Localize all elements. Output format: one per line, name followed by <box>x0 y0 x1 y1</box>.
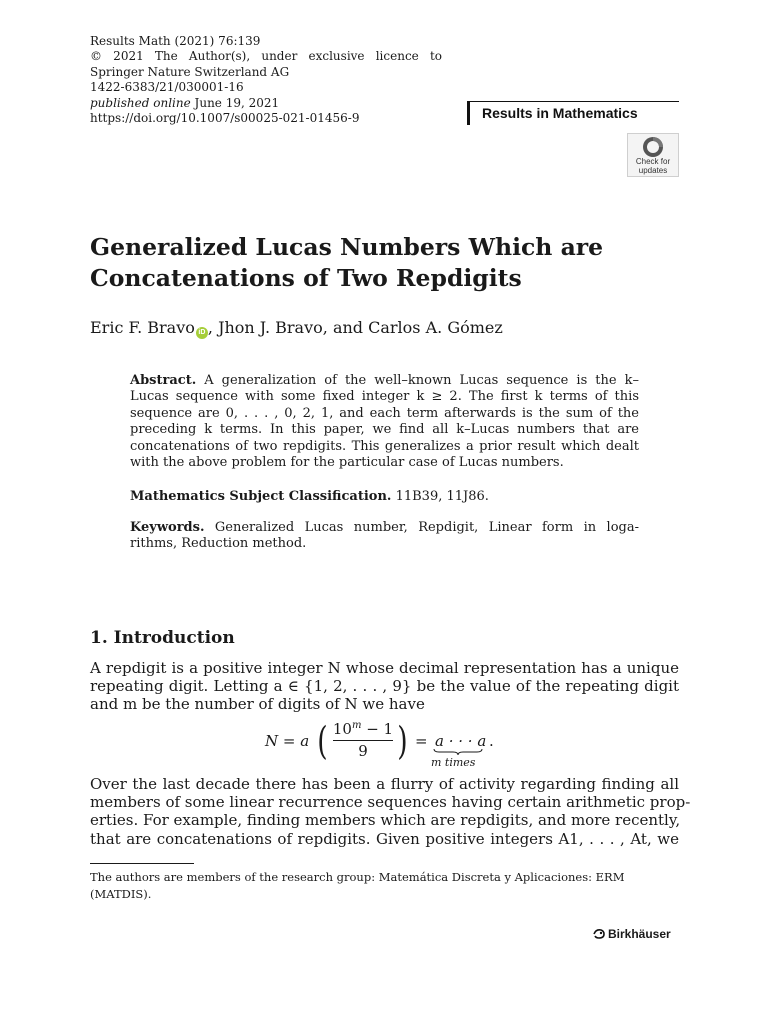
repdigit-equation <box>265 720 505 772</box>
other-authors: , Jhon J. Bravo, and Carlos A. Gómez <box>207 318 503 337</box>
equation-lhs: N = a <box>265 732 310 750</box>
equals-sign: = <box>415 732 428 750</box>
repdigit-expression: a · · · a <box>435 732 487 750</box>
title-line-1: Generalized Lucas Numbers Which are <box>90 233 604 261</box>
footnote-line: The authors are members of the research group: Matemática Discreta y Aplicaciones: ERM <box>90 870 625 884</box>
publisher-logo <box>592 927 671 941</box>
section-heading-introduction: 1. Introduction <box>90 628 235 648</box>
title-line-2: Concatenations of Two Repdigits <box>90 264 522 292</box>
underbrace-label: m times <box>431 756 476 769</box>
msc-classification <box>130 489 489 504</box>
first-author: Eric F. Bravo <box>90 318 195 337</box>
footnote-rule <box>90 863 194 864</box>
paper-title <box>90 232 603 294</box>
text-line: erties. For example, finding members which are repdigits, and more recently, <box>90 811 681 830</box>
journal-name: Results in Mathematics <box>482 105 638 121</box>
text-line: A repdigit is a positive integer N whose decimal representation has a unique <box>90 659 679 677</box>
footnote-line: (MATDIS). <box>90 887 152 901</box>
author-list <box>90 318 503 339</box>
birkhauser-logo-icon <box>592 927 606 941</box>
check-updates-icon <box>641 136 665 158</box>
abstract-line: with the above problem for the particular case of Lucas numbers. <box>130 455 564 471</box>
published-online-line: published online June 19, 2021 <box>90 95 280 110</box>
abstract-line: sequence are 0, . . . , 0, 2, 1, and each term afterwards is the sum of the <box>130 405 639 421</box>
msc-value: 11B39, 11J86. <box>391 489 489 504</box>
abstract-line: Abstract. A generalization of the well–known Lucas sequence is the k– <box>130 373 639 388</box>
publisher-line: Springer Nature Switzerland AG <box>90 64 290 79</box>
intro-paragraph-2 <box>90 775 691 848</box>
fraction-denominator: 9 <box>358 742 368 760</box>
keywords-line: Keywords. Generalized Lucas number, Repdigit, Linear form in loga- <box>130 520 639 535</box>
left-paren: ( <box>317 719 328 763</box>
check-for-updates-button[interactable] <box>627 133 679 177</box>
text-line: that are concatenations of repdigits. Given positive integers A1, . . . , At, we <box>90 829 679 848</box>
abstract <box>130 373 639 471</box>
right-paren: ) <box>397 719 408 763</box>
abstract-line: preceding k terms. In this paper, we find all k–Lucas numbers that are <box>130 422 639 438</box>
text-line: repeating digit. Letting a ∈ {1, 2, . . . , 9} be the value of the repeating digit <box>90 677 679 696</box>
copyright-line: © 2021 The Author(s), under exclusive licence to <box>90 49 442 64</box>
abstract-line: Lucas sequence with some fixed integer k ≥ 2. The first k terms of this <box>130 389 639 405</box>
abstract-line: concatenations of two repdigits. This generalizes a prior result which dealt <box>130 438 639 454</box>
underbrace <box>433 748 483 756</box>
keywords <box>130 520 639 553</box>
text-line: and m be the number of digits of N we have <box>90 695 425 714</box>
footnote <box>90 869 624 903</box>
text-line: Over the last decade there has been a flurry of activity regarding finding all <box>90 775 679 793</box>
publisher-name: Birkhäuser <box>608 927 671 941</box>
fraction-bar <box>333 740 393 741</box>
keywords-line: rithms, Reduction method. <box>130 536 307 552</box>
issn-line: 1422-6383/21/030001-16 <box>90 80 244 95</box>
publication-metadata <box>90 34 442 126</box>
fraction-numerator: $10^m - 1$ <box>332 720 394 738</box>
keywords-label: Keywords. <box>130 520 205 535</box>
equation-period: . <box>489 732 494 750</box>
journal-name-box <box>467 101 679 125</box>
msc-label: Mathematics Subject Classification. <box>130 489 392 504</box>
check-updates-label: Check for updates <box>635 157 671 175</box>
orcid-icon[interactable]: iD <box>196 327 208 339</box>
citation-line: Results Math (2021) 76:139 <box>90 34 261 48</box>
doi-link[interactable]: https://doi.org/10.1007/s00025-021-01456-9 <box>90 111 360 126</box>
abstract-label: Abstract. <box>130 373 197 388</box>
text-line: members of some linear recurrence sequences having certain arithmetic prop- <box>90 793 691 812</box>
intro-paragraph-1 <box>90 659 679 714</box>
